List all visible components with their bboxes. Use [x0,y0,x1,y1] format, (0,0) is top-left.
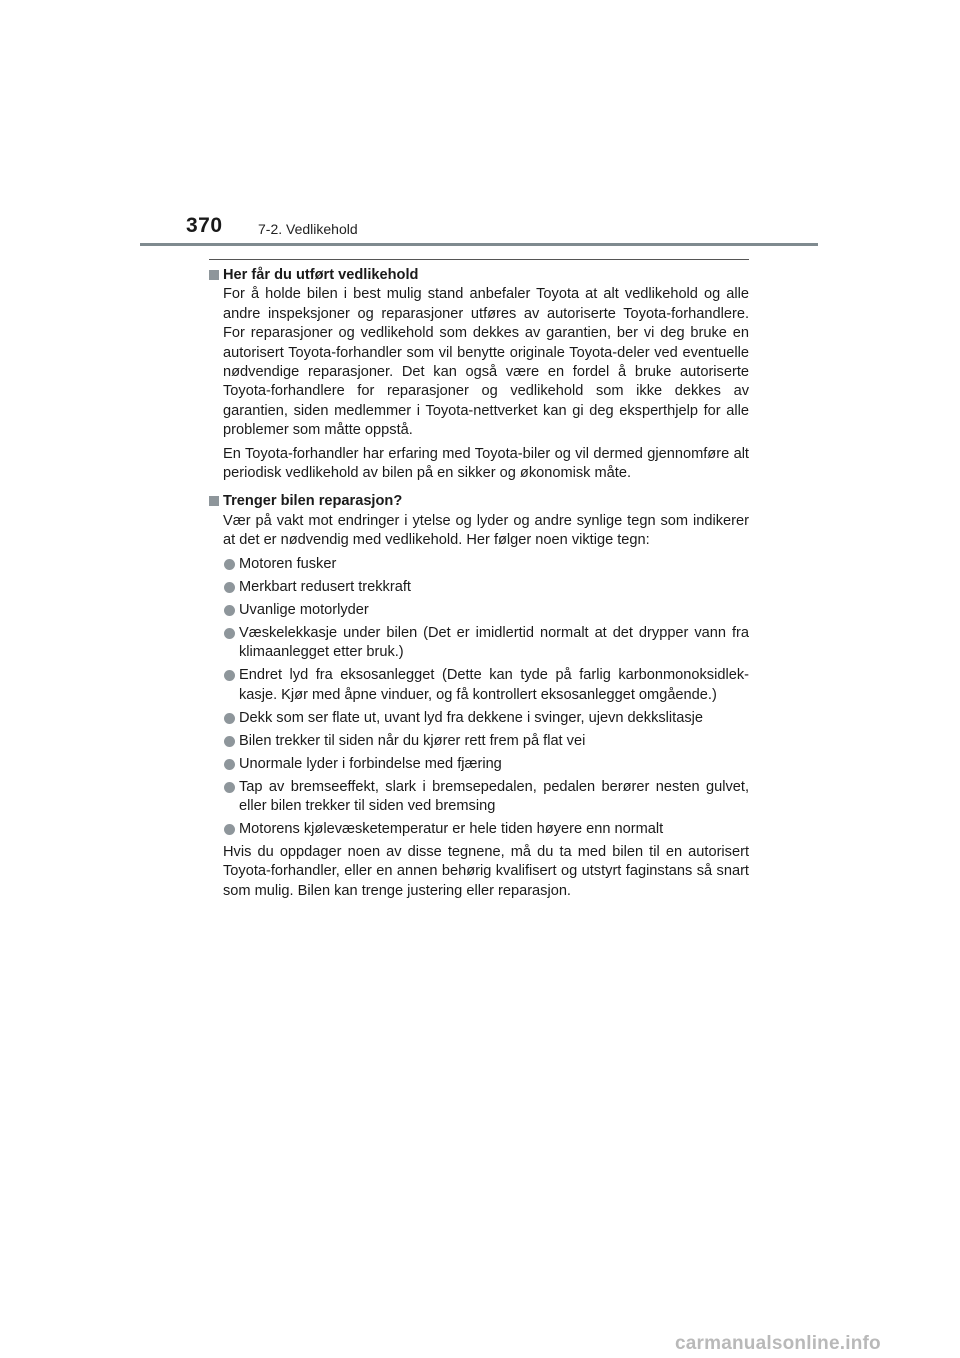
square-bullet-icon [209,270,219,280]
list-item-text: Endret lyd fra eksosanlegget (Dette kan tyde på farlig karbonmonoksidlekkasje. Kjør med åpne vinduer, og få kontrollert eksosanlegget omgående.) [239,667,749,703]
list-item-text: Bilen trekker til siden når du kjører rett frem på flat vei [239,732,586,749]
list-item-text: Motoren fusker [239,555,337,572]
header-rule [140,243,818,246]
list-item [208,555,749,574]
warning-sign-list [208,555,749,840]
spacer [208,483,749,492]
paragraph: For å holde bilen i best mulig stand anbefaler Toyota at alt vedlikehold og alle andre inspeksjoner og reparasjoner utføres av autoriserte Toyota-forhandlere. For reparasjoner og vedlikehold som dekkes av garantien, ber vi deg bruke en autorisert Toyota-forhandler som vil benytte originale Toyota-deler ved eventuelle nødvendige reparasjoner. Det kan også være en fordel å bruke autoriserte Toyota-forhandlere for reparasjoner og vedlikehold som ikke dekkes av garantien, siden medlemmer i Toyota-nettverket kan gi deg eksperthjelp for alle problemer som måtte oppstå. [223,286,749,439]
list-item [208,778,749,817]
circle-bullet-icon [224,782,235,793]
circle-bullet-icon [224,759,235,770]
circle-bullet-icon [224,582,235,593]
section-heading-repair [208,492,749,511]
circle-bullet-icon [224,559,235,570]
paragraph: Vær på vakt mot endringer i ytelse og lyder og andre synlige tegn som indikerer at det er nødvendig med vedlikehold. Her følger noen viktige tegn: [223,512,749,549]
list-item-text: Væskelekkasje under bilen (Det er imidlertid normalt at det drypper vann fra klimaanlegget etter bruk.) [239,624,749,661]
circle-bullet-icon [224,736,235,747]
list-item-text: Tap av bremseeffekt, slark i bremsepedalen, pedalen berører nesten gulvet, eller bilen trekker til siden ved bremsing [239,778,749,814]
content-rule [209,259,749,260]
square-bullet-icon [209,496,219,506]
section-title: 7-2. Vedlikehold [258,221,358,237]
circle-bullet-icon [224,605,235,616]
list-item-text: Uvanlige motorlyder [239,601,369,618]
list-item [208,578,749,597]
footer-watermark: carmanualsonline.info [675,1333,881,1354]
list-item [208,732,749,751]
list-item [208,666,749,705]
section-heading-text: Her får du utført vedlikehold [223,267,419,283]
circle-bullet-icon [224,628,235,639]
list-item [208,820,749,839]
list-item-text: Dekk som ser flate ut, uvant lyd fra dekkene i svinger, ujevn dekkslitasje [239,709,703,726]
section-heading-text: Trenger bilen reparasjon? [223,493,403,510]
circle-bullet-icon [224,713,235,724]
list-item [208,624,749,663]
list-item-text: Motorens kjølevæsketemperatur er hele tiden høyere enn normalt [239,820,664,837]
section-heading-maintenance [208,266,749,285]
list-item [208,709,749,728]
list-item-text: Unormale lyder i forbindelse med fjæring [239,755,502,772]
circle-bullet-icon [224,670,235,681]
list-item [208,601,749,620]
closing-paragraph: Hvis du oppdager noen av disse tegnene, må du ta med bilen til en autorisert Toyota-forhandler, eller en annen behørig kvalifisert og utstyrt faginstans så snart som mulig. Bilen kan trenge justering eller reparasjon. [223,843,749,899]
list-item-text: Merkbart redusert trekkraft [239,578,411,595]
paragraph: En Toyota-forhandler har erfaring med Toyota-biler og vil dermed gjennomføre alt periodisk vedlikehold av bilen på en sikker og økonomisk måte. [223,445,749,482]
content [208,266,749,901]
circle-bullet-icon [224,824,235,835]
list-item [208,755,749,774]
page-number: 370 [186,214,223,237]
